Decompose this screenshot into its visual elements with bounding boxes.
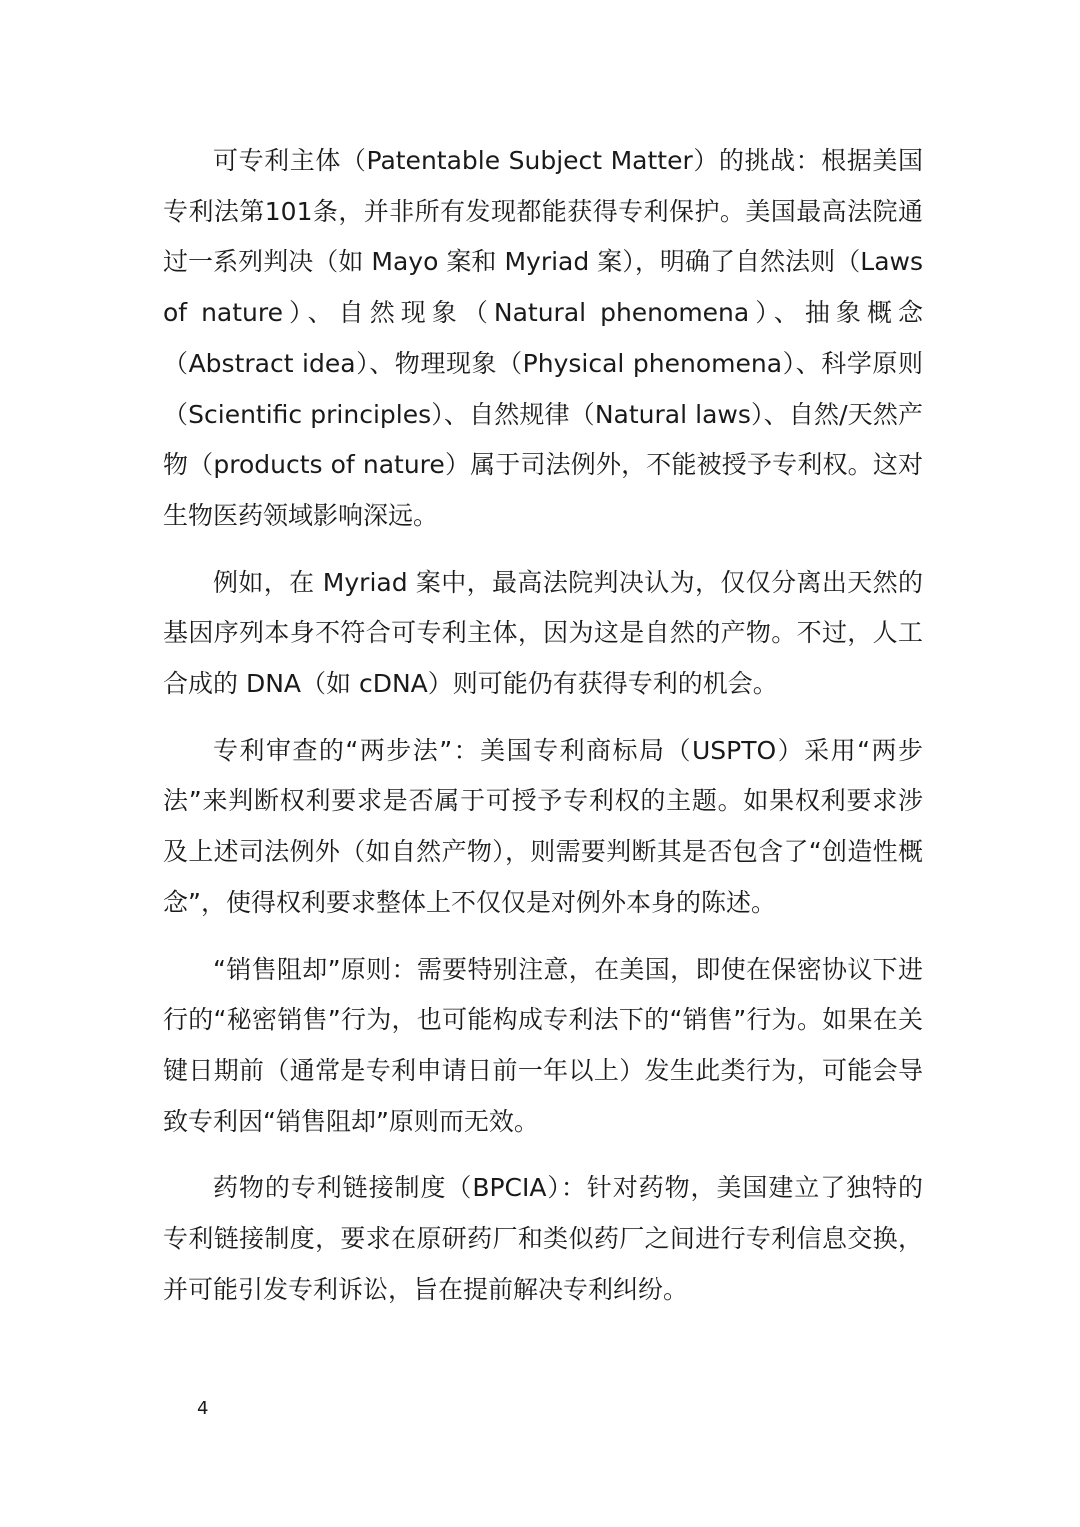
body-text <box>163 136 923 1331</box>
page-number: 4 <box>197 1398 209 1419</box>
paragraph-on-sale-bar: “销售阻却”原则：需要特别注意，在美国，即使在保密协议下进行的“秘密销售”行为，也可能构成专利法下的“销售”行为。如果在关键日期前（通常是专利申请日前一年以上）发生此类行为，可能会导致专利因“销售阻却”原则而无效。 <box>163 954 923 1136</box>
paragraph-myriad-example: 例如，在 Myriad 案中，最高法院判决认为，仅仅分离出天然的基因序列本身不符合可专利主体，因为这是自然的产物。不过，人工合成的 DNA（如 cDNA）则可能仍有获得专利的机会。 <box>163 567 923 699</box>
paragraph-subject-matter: 可专利主体（Patentable Subject Matter）的挑战：根据美国专利法第101条，并非所有发现都能获得专利保护。美国最高法院通过一系列判决（如 Mayo 案和 Myriad 案），明确了自然法则（Laws of nature）、自然现象（Natural phenomena）、抽象概念（Abstract idea）、物理现象（Physical phenomena）、科学原则（Scientific principles）、自然规律（Natural laws）、自然/天然产物（products of nature）属于司法例外，不能被授予专利权。这对生物医药领域影响深远。 <box>163 146 923 530</box>
paragraph-two-step-test: 专利审查的“两步法”：美国专利商标局（USPTO）采用“两步法”来判断权利要求是否属于可授予专利权的主题。如果权利要求涉及上述司法例外（如自然产物），则需要判断其是否包含了“创造性概念”，使得权利要求整体上不仅仅是对例外本身的陈述。 <box>163 735 923 917</box>
paragraph-bpcia: 药物的专利链接制度（BPCIA）：针对药物，美国建立了独特的专利链接制度，要求在原研药厂和类似药厂之间进行专利信息交换，并可能引发专利诉讼，旨在提前解决专利纠纷。 <box>163 1173 923 1304</box>
